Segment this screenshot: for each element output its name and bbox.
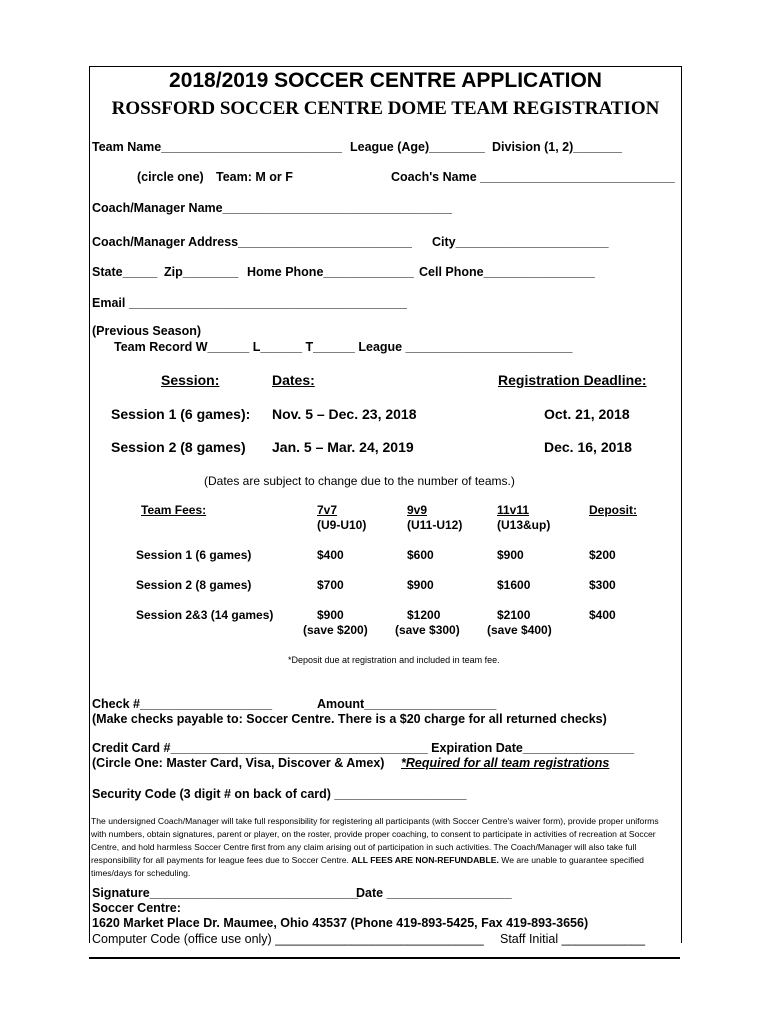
- savings-note: (save $200): [303, 623, 368, 637]
- non-refundable-notice: ALL FEES ARE NON-REFUNDABLE.: [351, 855, 499, 865]
- session-row-dates: Nov. 5 – Dec. 23, 2018: [272, 406, 417, 422]
- fee-cell: $600: [407, 548, 434, 562]
- team-gender-choice[interactable]: Team: M or F: [216, 170, 293, 184]
- soccer-centre-label: Soccer Centre:: [92, 901, 181, 915]
- fee-column-ages: (U11-U12): [407, 518, 463, 532]
- amount-field[interactable]: Amount___________________: [317, 697, 497, 711]
- session-row-name: Session 2 (8 games): [111, 439, 246, 455]
- page-subtitle: ROSSFORD SOCCER CENTRE DOME TEAM REGISTRATION: [111, 98, 660, 119]
- fee-column-ages: (U13&up): [497, 518, 551, 532]
- home-phone-field[interactable]: Home Phone_____________: [247, 265, 414, 279]
- dates-header: Dates:: [272, 372, 315, 388]
- fee-cell: $300: [589, 578, 616, 592]
- page-title: 2018/2019 SOCCER CENTRE APPLICATION: [169, 69, 602, 92]
- fee-cell: $900: [407, 578, 434, 592]
- dates-note: (Dates are subject to change due to the number of teams.): [204, 474, 515, 488]
- fee-row-label: Session 2 (8 games): [136, 578, 252, 592]
- deposit-note: *Deposit due at registration and included in team fee.: [288, 655, 500, 665]
- session-header: Session:: [161, 372, 220, 388]
- city-field[interactable]: City______________________: [432, 235, 609, 249]
- fee-cell: $1600: [497, 578, 531, 592]
- division-field[interactable]: Division (1, 2)_______: [492, 140, 622, 154]
- fee-row-label: Session 2&3 (14 games): [136, 608, 274, 622]
- state-field[interactable]: State_____: [92, 265, 158, 279]
- fee-cell: $400: [317, 548, 344, 562]
- check-number-field[interactable]: Check #___________________: [92, 697, 273, 711]
- bottom-divider: [89, 957, 680, 959]
- league-age-field[interactable]: League (Age)________: [350, 140, 485, 154]
- savings-note: (save $300): [395, 623, 460, 637]
- waiver-tail: We are unable to guarantee specified times/days for scheduling.: [91, 855, 644, 878]
- fee-cell: $200: [589, 548, 616, 562]
- date-field[interactable]: Date __________________: [356, 886, 512, 900]
- email-field[interactable]: Email ________________________________________: [92, 296, 407, 310]
- fee-cell: $700: [317, 578, 344, 592]
- deadline-header: Registration Deadline:: [498, 372, 647, 388]
- card-type-choice[interactable]: (Circle One: Master Card, Visa, Discover & Amex): [92, 756, 385, 770]
- session-row-deadline: Dec. 16, 2018: [544, 439, 632, 455]
- check-payable-note: (Make checks payable to: Soccer Centre. There is a $20 charge for all returned checks): [92, 712, 607, 726]
- fee-cell: $2100: [497, 608, 531, 622]
- fee-column-name: 7v7: [317, 503, 338, 517]
- fee-column-name: 11v11: [497, 503, 530, 517]
- required-note: *Required for all team registrations: [401, 756, 610, 770]
- security-code-field[interactable]: Security Code (3 digit # on back of card) ___________________: [92, 787, 467, 801]
- coach-name-field[interactable]: Coach's Name ____________________________: [391, 170, 675, 184]
- session-row-name: Session 1 (6 games):: [111, 406, 251, 422]
- credit-card-field[interactable]: Credit Card #_____________________________________ Expiration Date________________: [92, 741, 635, 755]
- previous-season-label: (Previous Season): [92, 324, 202, 338]
- fee-column-name: Deposit:: [589, 503, 637, 517]
- staff-initial-field[interactable]: Staff Initial ____________: [500, 932, 646, 946]
- coach-manager-name-field[interactable]: Coach/Manager Name_________________________________: [92, 201, 453, 215]
- computer-code-field[interactable]: Computer Code (office use only) ______________________________: [92, 932, 484, 946]
- soccer-centre-address: 1620 Market Place Dr. Maumee, Ohio 43537 (Phone 419-893-5425, Fax 419-893-3656): [92, 916, 589, 930]
- coach-manager-address-field[interactable]: Coach/Manager Address_________________________: [92, 235, 412, 249]
- waiver-text: The undersigned Coach/Manager will take full responsibility for registering all participants (with Soccer Centre's waiver form), provide proper uniforms with numbers, obtain signatures, parent or player, on the roster, provide proper coaching, to consent to participate in activities of recreation at Soccer Centre, and hold harmless Soccer Centre first from any claim arising out of participation in such activities. The Coach/Manager will also take full responsibility for all payments for league fees due to Soccer Centre.: [91, 816, 659, 865]
- waiver-paragraph: [91, 815, 676, 880]
- fee-cell: $400: [589, 608, 616, 622]
- cell-phone-field[interactable]: Cell Phone________________: [419, 265, 595, 279]
- session-row-dates: Jan. 5 – Mar. 24, 2019: [272, 439, 414, 455]
- team-fees-header: Team Fees:: [141, 503, 207, 517]
- fee-column-ages: (U9-U10): [317, 518, 367, 532]
- savings-note: (save $400): [487, 623, 552, 637]
- fee-cell: $900: [497, 548, 524, 562]
- signature-field[interactable]: Signature______________________________: [92, 886, 359, 900]
- session-row-deadline: Oct. 21, 2018: [544, 406, 630, 422]
- circle-one-label: (circle one): [137, 170, 204, 184]
- zip-field[interactable]: Zip________: [164, 265, 239, 279]
- fee-cell: $900: [317, 608, 344, 622]
- team-record-field[interactable]: Team Record W______ L______ T______ League ________________________: [114, 340, 573, 354]
- fee-row-label: Session 1 (6 games): [136, 548, 252, 562]
- team-name-field[interactable]: Team Name__________________________: [92, 140, 342, 154]
- fee-column-name: 9v9: [407, 503, 428, 517]
- fee-cell: $1200: [407, 608, 441, 622]
